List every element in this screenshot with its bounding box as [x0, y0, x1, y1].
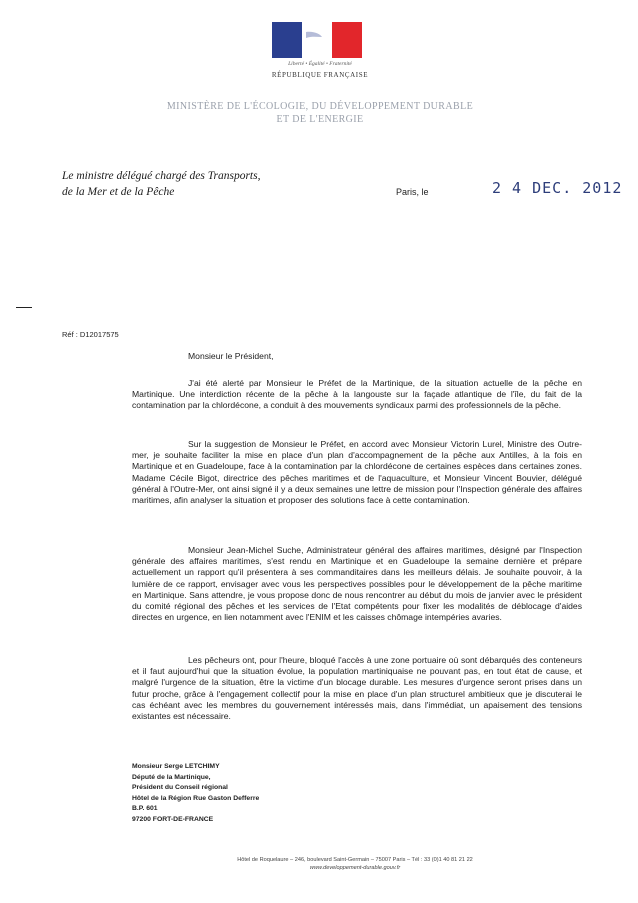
recipient-line: Monsieur Serge LETCHIMY	[132, 763, 220, 770]
flag-blue-band	[272, 22, 302, 58]
ministry-name	[110, 100, 530, 126]
ministry-line-1: MINISTÈRE DE L'ÉCOLOGIE, DU DÉVELOPPEMENT DURABLE	[166, 101, 474, 112]
sender-block	[62, 168, 260, 200]
footer	[150, 856, 560, 872]
paragraph-3: Monsieur Jean-Michel Suche, Administrateur général des affaires maritimes, désigné par l'Inspection générale des affaires maritimes, s'est rendu en Martinique et en Guadeloupe la semaine dernière et prépare actuellement un rapport qu'il présentera à ses commanditaires dans les meilleurs délais. Je souhaite pouvoir, à la lumière de ce rapport, envisager avec vous les perspectives possibles pour le développement de la pêche maritime en Martinique. Sans attendre, je vous propose donc de nous rencontrer au début du mois de janvier avec le président du comité régional des pêches et les services de l'Etat compétents pour fixer les modalités de déblocage d'aides directes en urgence, en lien notamment avec l'ENIM et les caisses chômage intempéries avaries.	[132, 545, 582, 623]
recipient-line: 97200 FORT-DE-FRANCE	[132, 815, 214, 823]
recipient-address	[132, 762, 259, 826]
recipient-line: Hôtel de la Région Rue Gaston Defferre	[132, 794, 260, 802]
republic-motto: Liberté • Égalité • Fraternité	[288, 61, 352, 67]
sender-line-1: Le ministre délégué chargé des Transports,	[62, 170, 261, 182]
paragraph-2: Sur la suggestion de Monsieur le Préfet, en accord avec Monsieur Victorin Lurel, Ministre des Outre-mer, je souhaite faciliter la mise en place d'un plan d'accompagnement de la pêche aux Antilles, à la fois en Martinique et en Guadeloupe, face à la contamination par la chlordécone de certaines espèces dans certaines zones. Madame Cécile Bigot, directrice des pêches maritimes et de l'aquaculture, et Monsieur Vincent Bouvier, délégué général à l'Outre-Mer, ont ainsi signé il y a deux semaines une lettre de mission pour l'Inspection générale des affaires maritimes, afin analyser la situation et proposer des solutions face à cette contamination.	[132, 439, 582, 506]
recipient-line: Président du Conseil régional	[132, 784, 228, 792]
footer-website: www.developpement-durable.gouv.fr	[309, 865, 401, 871]
recipient-line: Député de la Martinique,	[132, 773, 211, 781]
footer-address: Hôtel de Roquelaure – 246, boulevard Saint-Germain – 75007 Paris – Tél : 33 (0)1 40 81 21 22	[237, 857, 473, 863]
paragraph-4: Les pêcheurs ont, pour l'heure, bloqué l'accès à une zone portuaire où sont débarqués des conteneurs et il faut aujourd'hui que la situation évolue, la population martiniquaise ne pouvant pas, en tout état de cause, et malgré l'urgence de la situation, être la victime d'un blocage durable. Les mesures d'urgence seront prises dans un futur proche, grâce à l'engagement collectif pour la mise en place d'un plan structurel ambitieux que je discuterai le cas échéant avec les membres du gouvernement intéressés mais, dans l'immédiat, un apaisement des tensions existantes est nécessaire.	[132, 655, 582, 722]
place-label: Paris, le	[396, 187, 429, 197]
date-stamp: 2 4 DEC. 2012	[492, 179, 623, 197]
flag-red-band	[332, 22, 362, 58]
recipient-line: B.P. 601	[132, 805, 158, 813]
fold-mark	[16, 307, 32, 308]
salutation: Monsieur le Président,	[188, 351, 274, 361]
sender-line-2: de la Mer et de la Pêche	[62, 186, 175, 198]
reference-number: Réf : D12017575	[62, 330, 119, 339]
paragraph-1: J'ai été alerté par Monsieur le Préfet de la Martinique, de la situation actuelle de la pêche en Martinique. Une interdiction récente de la pêche à la langouste sur la façade atlantique de l'île, du fait de la contamination par la chlordécone, a conduit à des mouvements syndicaux parmi des professionnels de la pêche.	[132, 378, 582, 411]
marianne-logo	[272, 22, 362, 58]
republique-francaise-label: RÉPUBLIQUE FRANÇAISE	[271, 71, 369, 79]
ministry-line-2: ET DE L'ENERGIE	[276, 114, 364, 125]
